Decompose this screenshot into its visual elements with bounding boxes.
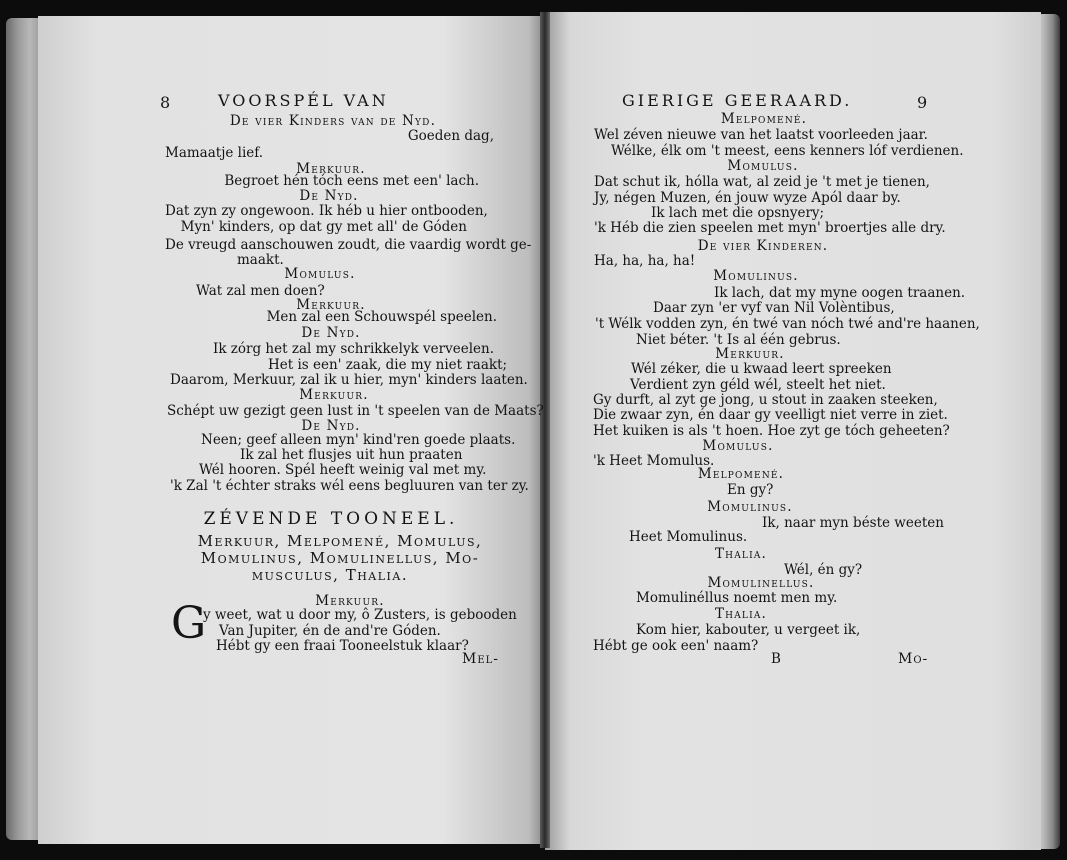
text-line: Ik zal het flusjes uit hun praaten: [240, 447, 463, 463]
text-line: Ik lach met die opsnyery;: [651, 205, 825, 221]
speaker-heading: Melpomené.: [720, 111, 808, 127]
text-line: Hébt gy een fraai Tooneelstuk klaar?: [216, 638, 469, 654]
text-line: Momulinéllus noemt men my.: [636, 590, 838, 606]
text-line: Het kuiken is als 't hoen. Hoe zyt ge tóch geheeten?: [593, 423, 950, 439]
drop-cap: G: [171, 598, 207, 649]
speaker-heading: De vier Kinders van de Nyd.: [229, 113, 437, 129]
text-line: Begroet hén tóch eens met een' lach.: [224, 173, 479, 189]
book-gutter: [540, 12, 550, 848]
speaker-heading: Momulinus.: [713, 268, 799, 284]
text-line: 'k Heet Momulus.: [593, 453, 715, 469]
text-line: Heet Momulinus.: [629, 529, 748, 545]
speaker-heading: De Nyd.: [301, 325, 361, 341]
speaker-heading: Momulus.: [727, 158, 799, 174]
cast-line: Merkuur, Melpomené, Momulus,: [197, 532, 483, 550]
page-number: 8: [160, 93, 174, 112]
text-line: Van Jupiter, én de and're Góden.: [219, 623, 441, 639]
text-line: Myn' kinders, op dat gy met all' de Góden: [180, 219, 467, 235]
text-line: 'k Héb die zien speelen met myn' broertjes alle dry.: [594, 220, 946, 236]
scene-title: ZÉVENDE TOONEEL.: [203, 509, 459, 529]
text-line: Men zal een Schouwspél speelen.: [266, 309, 497, 325]
text-line: Dat zyn zy ongewoon. Ik héb u hier ontbooden,: [165, 203, 488, 219]
text-line: Het is een' zaak, die my niet raakt;: [268, 357, 508, 373]
speaker-heading: De vier Kinderen.: [697, 238, 829, 254]
speaker-heading: Merkuur.: [315, 593, 385, 609]
running-head: GIERIGE GEERAARD.: [622, 91, 853, 110]
speaker-heading: De Nyd.: [301, 418, 361, 434]
text-line: y weet, wat u door my, ô Zusters, is gebooden: [203, 607, 517, 623]
speaker-heading: Momulinellus.: [707, 575, 815, 591]
catchword: Mo-: [898, 651, 929, 667]
speaker-heading: De Nyd.: [299, 188, 359, 204]
catchword: Mel-: [462, 651, 500, 667]
cast-line: Momulinus, Momulinellus, Mo-: [200, 549, 480, 567]
text-line: Wél, én gy?: [784, 562, 863, 578]
speaker-heading: Melpomené.: [697, 466, 785, 482]
text-line: Verdient zyn géld wél, steelt het niet.: [630, 377, 886, 393]
page-number: 9: [917, 93, 931, 112]
text-line: Daar zyn 'er vyf van Nil Volèntibus,: [653, 300, 895, 316]
text-line: Ik, naar myn béste weeten: [762, 515, 944, 531]
text-line: En gy?: [727, 482, 774, 498]
signature-mark: B: [771, 651, 781, 667]
text-line: Wél hooren. Spél heeft weinig val met my.: [199, 462, 487, 478]
speaker-heading: Merkuur.: [299, 387, 369, 403]
speaker-heading: Momulus.: [702, 438, 774, 454]
text-line: Hébt ge ook een' naam?: [593, 638, 759, 654]
text-line: Wélke, élk om 't meest, eens kenners lóf verdienen.: [611, 143, 964, 159]
text-line: De vreugd aanschouwen zoudt, die vaardig wordt ge-: [165, 237, 532, 253]
speaker-heading: Merkuur.: [715, 346, 785, 362]
speaker-heading: Momulinus.: [707, 499, 793, 515]
text-line: Ik lach, dat my myne oogen traanen.: [714, 285, 966, 301]
speaker-heading: Merkuur.: [296, 161, 366, 177]
text-line: Schépt uw gezigt geen lust in 't speelen van de Maats?: [167, 403, 544, 419]
speaker-heading: Merkuur.: [296, 297, 366, 313]
text-line: Niet béter. 't Is al één gebrus.: [636, 332, 841, 348]
text-line: Daarom, Merkuur, zal ik u hier, myn' kinders laaten.: [170, 372, 528, 388]
text-line: 't Wélk vodden zyn, én twé van nóch twé and're haanen,: [595, 316, 980, 332]
text-line: 'k Zal 't échter straks wél eens begluuren van ter zy.: [170, 478, 529, 494]
text-line: Goeden dag,: [407, 128, 494, 144]
text-line: maakt.: [237, 252, 284, 268]
text-line: Kom hier, kabouter, u vergeet ik,: [636, 622, 861, 638]
text-line: Ha, ha, ha, ha!: [594, 253, 696, 269]
running-head: VOORSPÉL VAN: [218, 91, 389, 110]
text-line: Die zwaar zyn, én daar gy veelligt niet verre in ziet.: [593, 407, 948, 423]
text-line: Dat schut ik, hólla wat, al zeid je 't met je tienen,: [594, 174, 930, 190]
text-line: Wél zéker, die u kwaad leert spreeken: [631, 361, 892, 377]
text-line: Gy durft, al zyt ge jong, u stout in zaaken steeken,: [593, 392, 938, 408]
text-line: Ik zórg het zal my schrikkelyk verveelen.: [213, 341, 495, 357]
text-line: Jy, négen Muzen, én jouw wyze Apól daar by.: [594, 190, 901, 206]
text-line: Neen; geef alleen myn' kind'ren goede plaats.: [201, 432, 516, 448]
speaker-heading: Momulus.: [284, 266, 356, 282]
text-line: Wel zéven nieuwe van het laatst voorleeden jaar.: [594, 127, 928, 143]
text-line: Mamaatje lief.: [165, 145, 264, 161]
text-line: Wat zal men doen?: [196, 283, 325, 299]
speaker-heading: Thalia.: [714, 606, 768, 622]
speaker-heading: Thalia.: [714, 546, 768, 562]
cast-line: musculus, Thalia.: [251, 566, 409, 584]
